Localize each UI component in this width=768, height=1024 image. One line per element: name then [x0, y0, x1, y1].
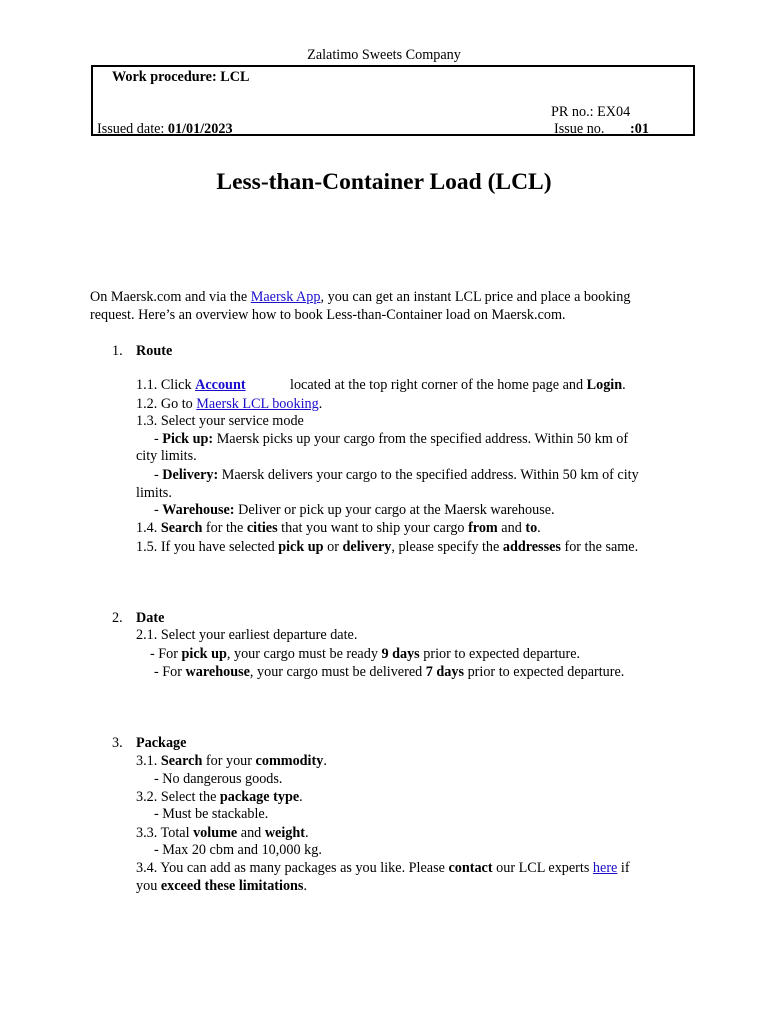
section-heading-date: Date	[136, 610, 165, 626]
step-text: 3.4. You can add as many packages as you like. Please	[136, 860, 449, 876]
step-text: , please specify the	[391, 539, 503, 555]
intro-text: On Maersk.com and via the	[90, 289, 251, 305]
issue-no-label: Issue no.	[554, 121, 605, 137]
step-bold: pick up	[181, 646, 227, 662]
step-3-2-note: - Must be stackable.	[154, 806, 269, 822]
page-title: Less-than-Container Load (LCL)	[216, 169, 552, 195]
issued-date-value: 01/01/2023	[167, 121, 233, 137]
step-text: 3.3. Total	[136, 825, 194, 841]
intro-line-1	[90, 289, 630, 306]
mode-pickup-cont: city limits.	[136, 448, 197, 464]
step-text: .	[303, 878, 308, 894]
step-bold: package type	[219, 789, 300, 805]
step-text: .	[305, 825, 309, 841]
step-3-4	[136, 860, 630, 877]
step-text: , your cargo must be delivered	[249, 664, 426, 680]
step-bold: warehouse	[185, 664, 250, 680]
step-bold: pick up	[278, 539, 324, 555]
step-text: and	[497, 520, 526, 536]
step-3-2	[136, 789, 303, 806]
section-heading-route: Route	[136, 343, 173, 359]
pr-number: PR no.: EX04	[551, 104, 631, 120]
step-text: 1.5. If you have selected	[136, 539, 279, 555]
step-bold: commodity	[255, 753, 324, 769]
mode-warehouse	[154, 502, 555, 519]
date-pickup-note	[150, 646, 580, 663]
section-number: 1.	[112, 343, 123, 359]
step-text: - For	[150, 646, 182, 662]
company-name: Zalatimo Sweets Company	[307, 47, 461, 63]
step-3-1-note: - No dangerous goods.	[154, 771, 283, 787]
step-bold: Warehouse:	[162, 502, 235, 518]
step-bold: exceed these limitations	[160, 878, 304, 894]
step-1-2	[136, 396, 322, 413]
step-bold: 7 days	[425, 664, 465, 680]
step-1-1	[136, 377, 246, 394]
step-text: - For	[154, 664, 186, 680]
bullet-dash: -	[154, 467, 163, 483]
date-warehouse-note	[154, 664, 624, 681]
step-text: .	[299, 789, 303, 805]
step-3-4-cont	[136, 878, 307, 895]
step-3-1	[136, 753, 327, 770]
step-text: 3.2. Select the	[136, 789, 220, 805]
issued-date-label: Issued date:	[97, 121, 168, 137]
step-text: 1.1. Click	[136, 377, 196, 393]
contact-here-link[interactable]: here	[592, 860, 618, 876]
step-text: for the	[202, 520, 247, 536]
step-text: Maersk delivers your cargo to the specified address. Within 50 km of city	[218, 467, 639, 483]
step-bold: Delivery:	[162, 467, 219, 483]
section-heading-package: Package	[136, 735, 187, 751]
mode-delivery-cont: limits.	[136, 485, 172, 501]
step-text: .	[622, 377, 626, 393]
step-text: if	[617, 860, 630, 876]
step-bold: from	[468, 520, 498, 536]
step-3-3-note: - Max 20 cbm and 10,000 kg.	[154, 842, 322, 858]
intro-text: , you can get an instant LCL price and place a booking	[320, 289, 631, 305]
step-text: .	[318, 396, 323, 412]
step-bold: delivery	[342, 539, 392, 555]
step-bold: to	[525, 520, 538, 536]
section-number: 3.	[112, 735, 123, 751]
step-text: and	[237, 825, 265, 841]
step-bold: cities	[246, 520, 278, 536]
section-number: 2.	[112, 610, 123, 626]
step-bold: weight	[264, 825, 306, 841]
step-text: our LCL experts	[492, 860, 593, 876]
step-text: for the same.	[560, 539, 639, 555]
step-text: , your cargo must be ready	[226, 646, 382, 662]
procedure-label: Work procedure: LCL	[112, 69, 250, 85]
step-text: prior to expected departure.	[419, 646, 581, 662]
step-text: 1.2. Go to	[136, 396, 197, 412]
step-1-3: 1.3. Select your service mode	[136, 413, 304, 429]
bullet-dash: -	[154, 502, 163, 518]
step-3-3	[136, 825, 309, 842]
step-text: 1.4.	[136, 520, 161, 536]
step-text: .	[323, 753, 327, 769]
step-bold: Search	[160, 520, 203, 536]
step-bold: contact	[448, 860, 493, 876]
step-bold: volume	[193, 825, 238, 841]
account-link[interactable]: Account	[195, 377, 246, 393]
maersk-app-link[interactable]: Maersk App	[250, 289, 321, 305]
step-1-5	[136, 539, 638, 556]
issued-date-line	[97, 121, 233, 138]
step-text: located at the top right corner of the home page and	[290, 377, 587, 393]
step-text: .	[537, 520, 541, 536]
step-text: you	[136, 878, 161, 894]
step-bold: Search	[160, 753, 203, 769]
mode-pickup	[154, 431, 628, 448]
issue-no-value: :01	[630, 121, 649, 137]
bullet-dash: -	[154, 431, 163, 447]
step-1-4	[136, 520, 541, 537]
step-text: that you want to ship your cargo	[277, 520, 469, 536]
step-bold: 9 days	[381, 646, 420, 662]
step-1-1-cont	[290, 377, 626, 394]
mode-delivery	[154, 467, 639, 484]
step-text: Deliver or pick up your cargo at the Maersk warehouse.	[234, 502, 555, 518]
step-text: 3.1.	[136, 753, 161, 769]
step-bold: Pick up:	[162, 431, 214, 447]
step-bold: Login	[586, 377, 623, 393]
intro-line-2: request. Here’s an overview how to book Less-than-Container load on Maersk.com.	[90, 307, 566, 323]
step-text: prior to expected departure.	[464, 664, 625, 680]
step-bold: addresses	[502, 539, 561, 555]
maersk-lcl-booking-link[interactable]: Maersk LCL booking	[196, 396, 319, 412]
step-text: or	[323, 539, 343, 555]
step-text: for your	[202, 753, 256, 769]
step-2-1: 2.1. Select your earliest departure date.	[136, 627, 358, 643]
step-text: Maersk picks up your cargo from the specified address. Within 50 km of	[213, 431, 629, 447]
